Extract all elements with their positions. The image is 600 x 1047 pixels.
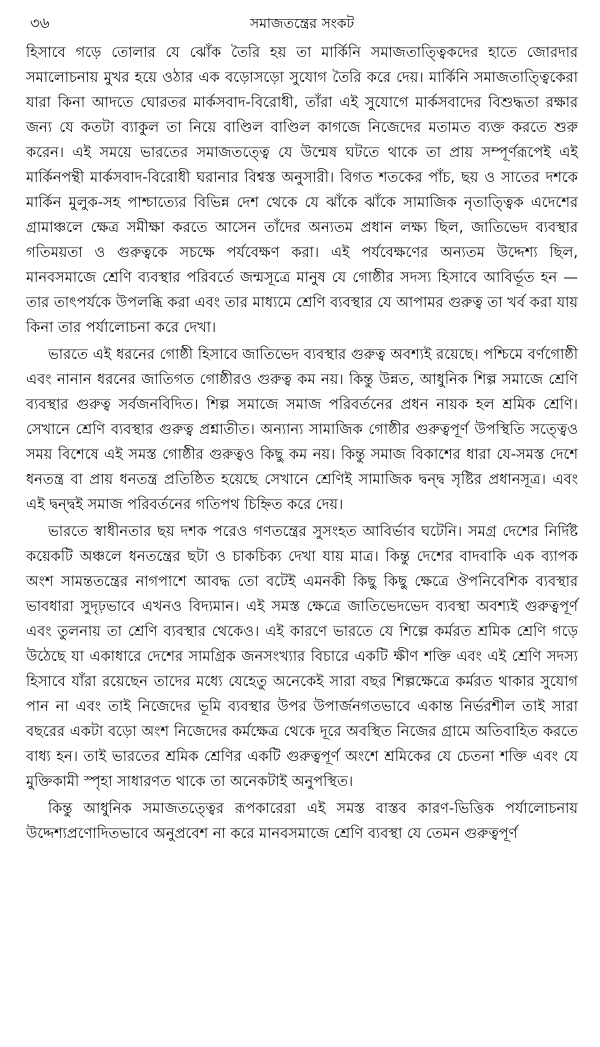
paragraph-2: ভারতে এই ধরনের গোষ্ঠী হিসাবে জাতিভেদ ব্যবস্থার গুরুত্ব অবশ্যই রয়েছে। পশ্চিমে বর্ণগোষ্ঠী এবং নানান ধরনের জাতিগত গোষ্ঠীরও গুরুত্ব কম নয়। কিন্তু উন্নত, আধুনিক শিল্প সমাজে শ্রেণি ব্যবস্থার গুরুত্ব সর্বজনবিদিত। শিল্প সমাজে সমাজ পরিবর্তনের প্রধন নায়ক হল শ্রমিক শ্রেণি। সেখানে শ্রেণি ব্যবস্থার গুরুত্ব প্রশ্নাতীত। অন্যান্য সামাজিক গোষ্ঠীর গুরুত্বপূর্ণ উপস্থিতি সত্ত্বেও সময় বিশেষে এই সমস্ত গোষ্ঠীর গুরুত্বও কিছু কম নয়। কিন্তু সমাজ বিকাশের ধারা যে-সমস্ত দেশে ধনতন্ত্র বা প্রায় ধনতন্ত্র প্রতিষ্ঠিত হয়েছে সেখানে শ্রেণিই সামাজিক দ্বন্দ্ব সৃষ্টির প্রধানসূত্র। এবং এই দ্বন্দ্বই সমাজ পরিবর্তনের গতিপথ চিহ্নিত করে দেয়। xyxy=(26,346,578,513)
paragraph-1: হিসাবে গড়ে তোলার যে ঝোঁক তৈরি হয় তা মার্কিনি সমাজতাত্ত্বিকদের হাতে জোরদার সমালোচনায় মুখর হয়ে ওঠার এক বড়োসড়ো সুযোগ তৈরি করে দেয়। মার্কিনি সমাজতাত্ত্বিকেরা যারা কিনা আদতে ঘোরতর মার্কসবাদ-বিরোধী, তাঁরা এই সুযোগে মার্কসবাদের বিশুদ্ধতা রক্ষার জন্য যে কতটা ব্যাকুল তা নিয়ে বাণ্ডিল বাণ্ডিল কাগজে নিজেদের মতামত ব্যক্ত করতে শুরু করেন। এই সময়ে ভারতের সমাজতত্ত্বে যে উন্মেষ ঘটতে থাকে তা প্রায় সম্পূর্ণরূপেই এই মার্কিনপন্থী মার্কসবাদ-বিরোধী ঘরানার বিশ্বস্ত অনুসারী। বিগত শতকের পাঁচ, ছয় ও সাতের দশকে মার্কিন মুলুক-সহ পাশ্চাত্যের বিভিন্ন দেশ থেকে যে ঝাঁকে ঝাঁকে সামাজিক নৃতাত্ত্বিক এদেশের গ্রামাঞ্চলে ক্ষেত্র সমীক্ষা করতে আসেন তাঁদের অন্যতম প্রধান লক্ষ্য ছিল, জাতিভেদ ব্যবস্থার গতিময়তা ও গুরুত্বকে সচক্ষে পর্যবেক্ষণ করা। এই পর্যবেক্ষণের অন্যতম উদ্দেশ্য ছিল, মানবসমাজে শ্রেণি ব্যবস্থার পরিবর্তে জন্মসূত্রে মানুষ যে গোষ্ঠীর সদস্য হিসাবে আবির্ভূত হন — তার তাৎপর্যকে উপলব্ধি করা এবং তার মাধ্যমে শ্রেণি ব্যবস্থার যে আপামর গুরুত্ব তা খর্ব করা যায় কিনা তার পর্যালোচনা করে দেখা। xyxy=(26,44,578,336)
running-title: সমাজতন্ত্রের সংকট xyxy=(249,16,355,32)
paragraph-4: কিন্তু আধুনিক সমাজতত্ত্বের রূপকারেরা এই সমস্ত বাস্তব কারণ-ভিত্তিক পর্যালোচনায় উদ্দেশ্যপ্রণোদিতভাবে অনুপ্রবেশ না করে মানবসমাজে শ্রেণি ব্যবস্থা যে তেমন গুরুত্বপূর্ণ xyxy=(26,800,578,842)
page-header xyxy=(26,8,578,38)
paragraph-3: ভারতে স্বাধীনতার ছয় দশক পরেও গণতন্ত্রের সুসংহত আবির্ভাব ঘটেনি। সমগ্র দেশের নির্দিষ্ট কয়েকটি অঞ্চলে ধনতন্ত্রের ছটা ও চাকচিক্য দেখা যায় মাত্র। কিন্তু দেশের বাদবাকি এক ব্যাপক অংশ সামন্ততন্ত্রের নাগপাশে আবদ্ধ তো বটেই এমনকী কিছু কিছু ক্ষেত্রে ঔপনিবেশিক ব্যবস্থার ভাবধারা সুদৃঢ়ভাবে এখনও বিদ্যমান। এই সমস্ত ক্ষেত্রে জাতিভেদভেদ ব্যবস্থা অবশ্যই গুরুত্বপূর্ণ এবং তুলনায় তা শ্রেণি ব্যবস্থার থেকেও। এই কারণে ভারতে যে শিল্পে কর্মরত শ্রমিক শ্রেণি গড়ে উঠেছে যা একাধারে দেশের সামগ্রিক জনসংখ্যার বিচারে একটি ক্ষীণ শক্তি এবং এই শ্রেণি সদস্য হিসাবে যাঁরা রয়েছেন তাদের মধ্যে যেহেতু অনেকেই সারা বছর শিল্পক্ষেত্রে কর্মরত থাকার সুযোগ পান না এবং তাই নিজেদের ভূমি ব্যবস্থার উপর উপার্জনগতভাবে একান্ত নির্ভরশীল তাই সারা বছরের একটা বড়ো অংশ নিজেদের কর্মক্ষেত্র থেকে দূরে অবস্থিত নিজের গ্রামে অতিবাহিত করতে বাধ্য হন। তাই ভারতের শ্রমিক শ্রেণির একটি গুরুত্বপূর্ণ অংশে শ্রমিকের যে চেতনা শক্তি এবং যে মুক্তিকামী স্পৃহা সাধারণত থাকে তা অনেকটাই অনুপস্থিত। xyxy=(26,523,578,790)
page-number: ৩৬ xyxy=(30,14,50,32)
body-text xyxy=(26,40,578,846)
